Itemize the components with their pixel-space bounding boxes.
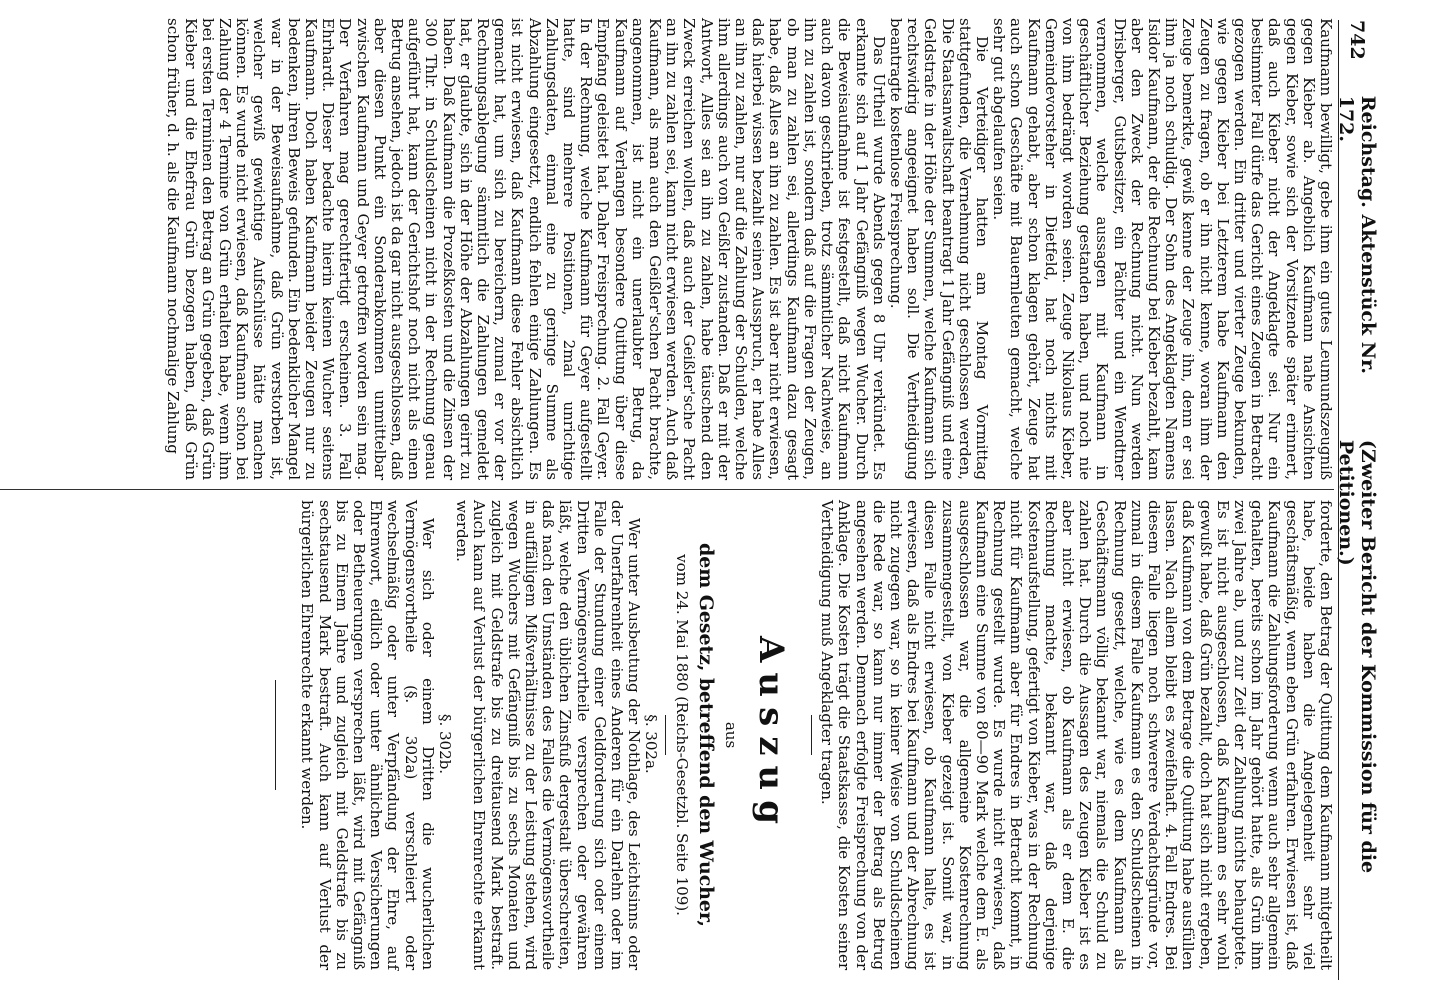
running-subtitle: (Zweiter Bericht der Kommission für die Petitionen.)	[1335, 439, 1379, 874]
column-divider	[0, 489, 1334, 490]
left-column	[164, 18, 1334, 480]
excerpt-date: vom 24. Mai 1880 (Reichs-Gesetzbl. Seite 109).	[672, 554, 691, 916]
page-number: 742	[1346, 20, 1368, 60]
paragraph: forderte, den Betrag der Quittung dem Kaufmann mitgetheilt habe, beide haben die Angelegenheit sehr viel geschäftsmäßig, wenn eben Grün erfahren. Erwiesen ist, daß Kaufmann die Zahlungsforderung wenn auch sehr allgemein gehalten, bereits schon im Jahr gehört hatte, als Grün ihm zwei Jahre ab, und zur Zeit der Zahlung nichts behauptete. Es ist nicht ausgeschlossen, daß Kaufmann es sehr wohl gewußt habe, daß Grün bezahlt, doch hat sich nicht ergeben, daß Kaufmann von dem Betrage die Quittung habe ausfüllen lassen. Nach allem bleibt es zweifelhaft. 4. Fall Endres. Bei diesem Falle liegen noch schwerere Verdachtsgründe vor, zumal in diesem Falle Kaufmann es den Schuldscheinen in Rechnung gesetzt, welche, wie es dem Kaufmann als Geschäftsmann völlig bekannt war, niemals die Schuld zu zahlen hat. Durch die Aussagen des Zeugen Kieber ist es aber nicht erwiesen, ob Kaufmann als er dem E. die Rechnung machte, bekannt war, daß derjenige Kostenaufstellung, gefertigt von Kieber, was in der Rechnung nicht für Kaufmann aber für Endres in Betracht kommt, in Rechnung gestellt wurde. Es wurde nicht erwiesen, daß Kaufmann eine Summe von 80—90 Mark welche dem E. als ausgeschlossen war, die allgemeine Kostenrechnung zusammengestellt, von Kieber gezeigt ist. Somit war, in diesen Falle nicht erwiesen, ob Kaufmann halte, es ist erwiesen, daß als Endres bei Kaufmann und der Abrechnung nicht zugegen war, so in keiner Weise von Schuldscheinen die Rede war, so kann nur immer der Betrag als Betrug angesehen werden. Demnach erfolgte Freisprechung von der Anklage. Die Kosten trägt die Staatskasse, die Kosten seiner Vertheidigung muß Angeklagter tragen.	[818, 500, 1335, 970]
section-number: §. 302b.	[436, 714, 455, 774]
section-number: §. 302a.	[642, 714, 661, 774]
separator-rule	[666, 715, 667, 755]
paragraph: Kaufmann bewilligt, gebe ihm ein gutes Leumundszeugniß gegen Kieber ab. Angeblich Kaufmann nahe Ansichten gegen Kieber, sowie sich der Vorsitzende später erinnert, daß auch Kieber nicht der Angeklagte sei. Nur ein bestimmter Fall dürfe das Gericht eines Zeugen in Betracht gezogen werden. Ein dritter und vierter Zeuge bekunden, wie gegen Kieber bei Letzterem habe Kaufmann den Zeugen zu fragen, ob er ihn nicht kenne, woran ihm der Zeuge bemerkte, gewiß kenne der Zeuge ihn, denn er sei ihm ja noch schuldig. Der Sohn des Angeklagten Namens Isidor Kaufmann, der die Rechnung bei Kieber bezahlt, kam aber den Zweck der Rechnung nicht. Nun werden Drisberger, Gutsbesitzer, ein Pächter und ein Wendtner vernommen, welche aussagen mit Kaufmann in geschäftlicher Beziehung gestanden haben, und noch nie von ihm bedrängt worden seien. Zeuge Nikolaus Kieber, Gemeindevorsteher in Dietfeld, hat noch nichts mit Kaufmann gehabt, aber schon klagen gehört, Zeuge hat auch schon Geschäfte mit Bauernleuten gemacht, welche sehr gut abgelaufen seien.	[990, 18, 1335, 480]
running-title: Reichstag. Aktenstück Nr. 172.	[1335, 95, 1379, 374]
running-header	[1335, 20, 1379, 980]
end-rule	[275, 680, 276, 790]
paragraph: Die Verteidiger hatten am Montag Vormittag stattgefunden, die Vernehmung nicht geschlossen werden, Die Staatsanwaltschaft beantragt 1 Jahr Gefängniß und eine Geldstrafe in der Höhe der Summen, welche Kaufmann sich rechtswidrig angeeignet haben soll. Die Vertheidigung beantragte kostenlose Freisprechung.	[886, 18, 991, 480]
section-text: Wer unter Ausbeutung der Nothlage, des Leichtsinns oder der Unerfahrenheit eines Anderen für ein Darlehn oder im Falle der Stundung einer Geldforderung sich oder einem Dritten Vermögensvortheile versprechen oder gewähren läßt, welche den üblichen Zinsfuß dergestalt überschreiten, daß nach den Umständen des Falles die Vermögensvortheile in auffälligem Mißverhältnisse zu der Leistung stehen, wird wegen Wuchers mit Gefängniß bis zu sechs Monaten und zugleich mit Geldstrafe bis zu dreitausend Mark bestraft. Auch kann auf Verlust der bürgerlichen Ehrenrechte erkannt werden.	[453, 500, 644, 970]
paragraph: Das Urtheil wurde Abends gegen 8 Uhr verkündet. Es erkannte sich auf 1 Jahr Gefängniß wegen Wucher. Durch die Beweisaufnahme ist festgestellt, daß nicht Kaufmann auch davon geschrieben, trotz sämmtlicher Nachweise, an ihn zu zahlen ist, sondern daß auf die Fragen der Zeugen, ob man zu zahlen sei, allerdings Kaufmann dazu gesagt habe, daß Alles an ihn zu zahlen. Es ist aber nicht erwiesen, daß hierbei wissen bezahlt seinen Ausspruch, er habe Alles an ihn zu zahlen, nur auf die Zahlung der Schulden, welche ihm allerdings auch von Geißler zustanden. Daß er mit der Antwort, Alles sei an ihn zu zahlen, habe täuschend den Zweck erreichen wollen, daß auch der Geißler'sche Pacht an ihn zu zahlen sei, kann nicht erwiesen werden. Auch daß Kaufmann, als man auch den Geißler'schen Pacht brachte, angenommen, ist nicht ein unerlaubter Betrug, da Kaufmann auf Verlangen besondere Quittung über diese Empfang geleistet hat. Daher Freisprechung. 2. Fall Geyer. In der Rechnung, welche Kaufmann für Geyer aufgestellt hatte, sind mehrere Positionen, 2mal unrichtige Zahlungsdaten, einmal eine zu geringe Summe als Abzahlung eingesetzt, endlich fehlen einige Zahlungen. Es ist nicht erwiesen, daß Kaufmann diese Fehler absichtlich gemacht hat, um sich zu bereichern, zumal er vor der Rechnungsablegung sämmtlich die Zahlungen gemeldet hat, er glaubte, sich in der Höhe der Abzahlungen geirrt zu haben. Daß Kaufmann die Prozeßkosten und die Zinsen der 300 Thlr. in Schuldscheinen nicht in der Rechnung genau aufgeführt hat, kann der Gerichtshof noch nicht als einen Betrug ansehen, jedoch ist da gar nicht ausgeschlossen, daß aber diesen Punkt ein Sonderabkommen unmittelbar zwischen Kaufmann und Geyer getroffen worden sein mag. Der Verfahren mag gerechtfertigt erscheinen. 3. Fall Ehrhardt. Dieser bedachte hierin keinen Wucher seitens Kaufmann. Doch haben Kaufmann beider Zeugen nur zu bedenken, ihren Beweis gefunden. Ein bedenklicher Mangel war in der Beweisaufnahme, daß Grün verstorben ist, welcher gewiß gewichtige Aufschlüsse hätte machen können. Es wurde nicht erwiesen, daß Kaufmann schon bei Zahlung der 4 Termine von Grün erhalten habe, wenn ihm bei ersten Terminen den Betrag an Grün gegeben, daß Grün Kieber und die Ehefrau Grün bezogen haben, daß Grün schon früher, d. h. als die Kaufmann nochmalige Zahlung	[164, 18, 888, 480]
separator-rule	[811, 715, 812, 755]
right-column	[253, 500, 1334, 970]
excerpt-title: Auszug	[750, 635, 791, 835]
section-text: Wer sich oder einem Dritten die wucherlichen Vermögensvortheile (§. 302a) verschleiert oder wechselmäßig oder unter Verpfändung der Ehre, auf Ehrenwort, eidlich oder unter ähnlichen Versicherungen oder Betheuerungen versprechen läßt, wird mit Gefängniß bis zu Einem Jahre und zugleich mit Geldstrafe bis zu sechstausend Mark bestraft. Auch kann auf Verlust der bürgerlichen Ehrenrechte erkannt werden.	[298, 500, 437, 970]
excerpt-law: dem Gesetz, betreffend den Wucher,	[694, 543, 717, 927]
excerpt-from: aus	[721, 721, 740, 749]
header-rule	[1338, 20, 1339, 980]
